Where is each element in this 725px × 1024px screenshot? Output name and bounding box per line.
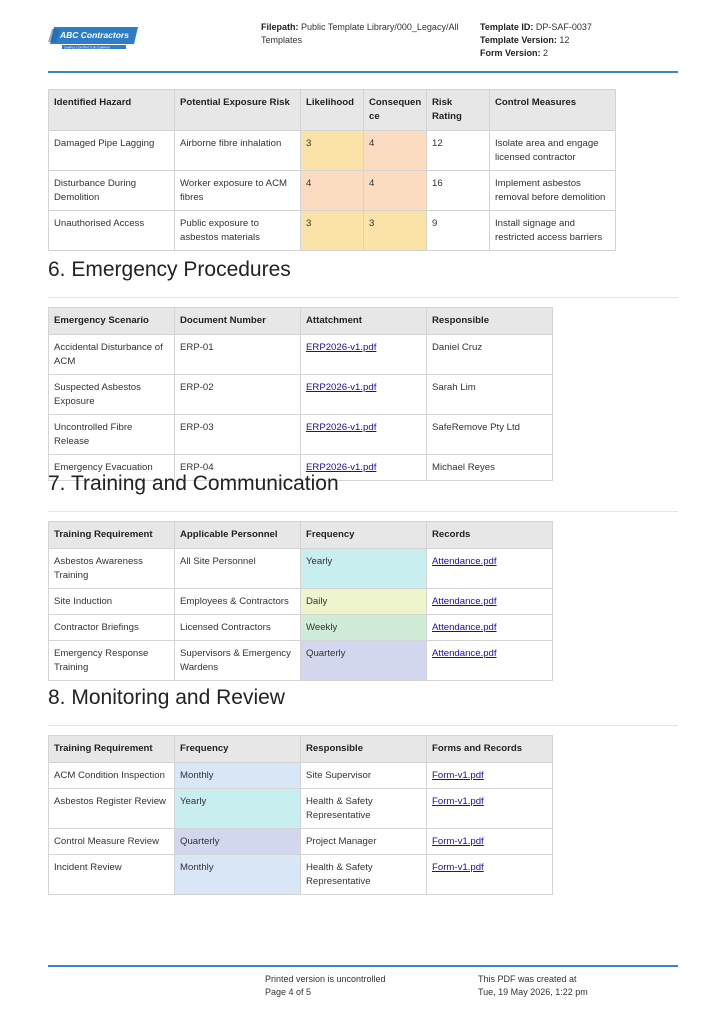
table-cell: 9 [427,211,490,251]
frequency-cell: Yearly [301,549,427,589]
table-cell: ERP-02 [175,375,301,415]
table-cell: Supervisors & Emergency Wardens [175,641,301,681]
records-cell [427,589,553,615]
column-header: Consequen ce [364,90,427,131]
records-cell [427,829,553,855]
table-cell: Sarah Lim [427,375,553,415]
attachment-cell [301,335,427,375]
column-header: Control Measures [490,90,616,131]
frequency-cell: Quarterly [301,641,427,681]
frequency-cell: Weekly [301,615,427,641]
column-header: Risk Rating [427,90,490,131]
table-cell: Project Manager [301,829,427,855]
column-header: Attatchment [301,308,427,335]
column-header: Forms and Records [427,736,553,763]
records-link[interactable]: Attendance.pdf [432,596,497,607]
column-header: Training Requirement [49,736,175,763]
table-row [49,415,553,455]
form-version: Form Version: 2 [480,48,549,58]
table-cell: Worker exposure to ACM fibres [175,171,301,211]
form-link[interactable]: Form-v1.pdf [432,862,484,873]
likelihood-cell: 4 [301,171,364,211]
column-header: Likelihood [301,90,364,131]
template-id: Template ID: DP-SAF-0037 [480,22,592,32]
footer-divider [48,965,678,967]
column-header: Emergency Scenario [49,308,175,335]
uncontrolled-note: Printed version is uncontrolled [265,974,386,984]
created-timestamp: Tue, 19 May 2026, 1:22 pm [478,987,588,997]
likelihood-cell: 3 [301,131,364,171]
records-cell [427,855,553,895]
filepath: Filepath: Public Template Library/000_Legacy/All Templates [261,22,459,45]
table-cell: Health & Safety Representative [301,789,427,829]
table-header-row [49,308,553,335]
column-header: Frequency [301,522,427,549]
table-cell: 12 [427,131,490,171]
table-cell: Asbestos Register Review [49,789,175,829]
table-cell: Uncontrolled Fibre Release [49,415,175,455]
footer-created-info [478,973,588,999]
records-cell [427,641,553,681]
form-link[interactable]: Form-v1.pdf [432,836,484,847]
template-version: Template Version: 12 [480,35,570,45]
records-cell [427,763,553,789]
table-cell: Daniel Cruz [427,335,553,375]
table-cell: Licensed Contractors [175,615,301,641]
frequency-cell: Monthly [175,855,301,895]
consequence-cell: 4 [364,171,427,211]
table-cell: Site Induction [49,589,175,615]
section-divider [48,725,678,726]
created-label: This PDF was created at [478,974,577,984]
frequency-cell: Daily [301,589,427,615]
table-cell: Suspected Asbestos Exposure [49,375,175,415]
table-cell: Emergency Evacuation [49,455,175,481]
table-cell: ERP-04 [175,455,301,481]
table-cell: Disturbance During Demolition [49,171,175,211]
table-row [49,211,616,251]
form-link[interactable]: Form-v1.pdf [432,770,484,781]
column-header: Document Number [175,308,301,335]
table-cell: Damaged Pipe Lagging [49,131,175,171]
records-link[interactable]: Attendance.pdf [432,622,497,633]
table-header-row [49,736,553,763]
training-communication-table [48,521,553,681]
table-row [49,171,616,211]
table-header-row [49,522,553,549]
table-cell: Control Measure Review [49,829,175,855]
section-title-training-communication: 7. Training and Communication [48,472,339,495]
frequency-cell: Monthly [175,763,301,789]
attachment-link[interactable]: ERP2026-v1.pdf [306,382,377,393]
table-cell: Accidental Disturbance of ACM [49,335,175,375]
column-header: Identified Hazard [49,90,175,131]
attachment-link[interactable]: ERP2026-v1.pdf [306,462,377,473]
column-header: Frequency [175,736,301,763]
table-cell: Asbestos Awareness Training [49,549,175,589]
column-header: Training Requirement [49,522,175,549]
table-cell: Public exposure to asbestos materials [175,211,301,251]
column-header: Potential Exposure Risk [175,90,301,131]
table-row [49,641,553,681]
table-cell: Michael Reyes [427,455,553,481]
table-cell: Incident Review [49,855,175,895]
table-cell: Airborne fibre inhalation [175,131,301,171]
table-row [49,589,553,615]
table-cell: Install signage and restricted access barriers [490,211,616,251]
table-header-row [49,90,616,131]
consequence-cell: 3 [364,211,427,251]
company-logo [48,26,140,50]
table-cell: Implement asbestos removal before demolition [490,171,616,211]
table-row [49,789,553,829]
records-cell [427,549,553,589]
column-header: Responsible [301,736,427,763]
records-cell [427,789,553,829]
table-row [49,131,616,171]
column-header: Records [427,522,553,549]
table-cell: 16 [427,171,490,211]
monitoring-review-table [48,735,553,895]
attachment-cell [301,375,427,415]
logo-tagline: SAMPLE CONTRACTOR COMPANY [64,45,111,50]
records-link[interactable]: Attendance.pdf [432,648,497,659]
table-cell: Contractor Briefings [49,615,175,641]
logo-name: ABC Contractors [60,30,129,40]
section-title-emergency-procedures: 6. Emergency Procedures [48,258,291,281]
table-cell: ACM Condition Inspection [49,763,175,789]
section-divider [48,511,678,512]
table-cell: Isolate area and engage licensed contractor [490,131,616,171]
records-cell [427,615,553,641]
page-number: Page 4 of 5 [265,987,312,997]
column-header: Applicable Personnel [175,522,301,549]
table-row [49,829,553,855]
table-cell: Site Supervisor [301,763,427,789]
consequence-cell: 4 [364,131,427,171]
table-cell: ERP-01 [175,335,301,375]
footer-page-info [265,973,386,999]
header-divider [48,71,678,73]
hazard-table [48,89,616,251]
table-cell: Employees & Contractors [175,589,301,615]
likelihood-cell: 3 [301,211,364,251]
form-link[interactable]: Form-v1.pdf [432,796,484,807]
attachment-cell [301,415,427,455]
table-row [49,615,553,641]
table-cell: Health & Safety Representative [301,855,427,895]
table-cell: SafeRemove Pty Ltd [427,415,553,455]
section-divider [48,297,678,298]
emergency-procedures-table [48,307,553,481]
section-title-monitoring-review: 8. Monitoring and Review [48,686,285,709]
template-meta [480,21,592,60]
page-header [48,18,678,74]
frequency-cell: Quarterly [175,829,301,855]
table-cell: ERP-03 [175,415,301,455]
frequency-cell: Yearly [175,789,301,829]
table-cell: All Site Personnel [175,549,301,589]
table-row [49,855,553,895]
records-link[interactable]: Attendance.pdf [432,556,497,567]
table-cell: Unauthorised Access [49,211,175,251]
table-row [49,335,553,375]
table-cell: Emergency Response Training [49,641,175,681]
table-row [49,375,553,415]
attachment-link[interactable]: ERP2026-v1.pdf [306,342,377,353]
table-row [49,549,553,589]
column-header: Responsible [427,308,553,335]
attachment-link[interactable]: ERP2026-v1.pdf [306,422,377,433]
table-row [49,763,553,789]
